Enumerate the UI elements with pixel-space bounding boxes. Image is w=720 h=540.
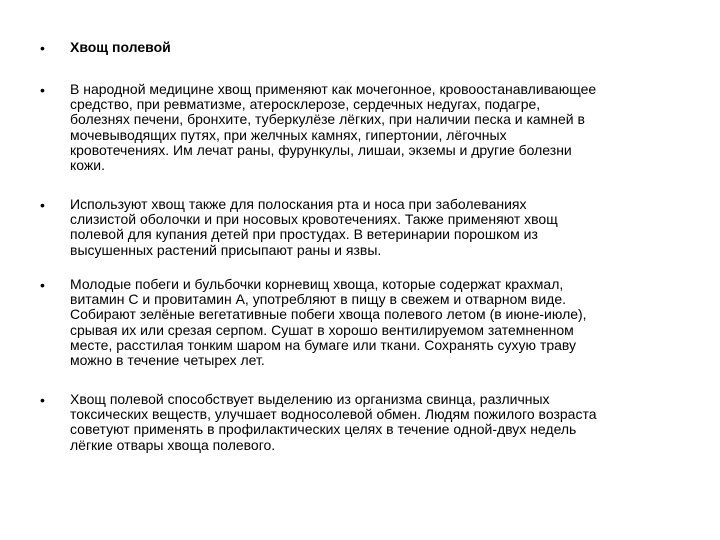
paragraph-rinsing: Используют хвощ также для полоскания рта и носа при заболеваниях слизистой оболочки и при носовых кровотечениях. Также применяют хвощ полевой для купания детей при простудах. В ветеринарии порошком из высушенных растений присыпают раны и язвы. bbox=[70, 196, 558, 258]
bullet-icon: • bbox=[40, 40, 45, 56]
paragraph-food: Молодые побеги и бульбочки корневищ хвоща, которые содержат крахмал, витамин С и провитамин А, употребляют в пищу в свежем и отварном виде. Собирают зелёные вегетативные побеги хвоща полевого летом (в июне-июле), срывая их или срезая серпом. Сушат в хорошо вентилируемом затемненном месте, расстилая тонким шаром на бумаге или ткани. Сохранять сухую траву можно в течение четырех лет. bbox=[70, 276, 587, 369]
bullet-icon: • bbox=[40, 82, 45, 98]
bullet-icon: • bbox=[40, 392, 45, 408]
paragraph-medicine: В народной медицине хвощ применяют как мочегонное, кровоостанавливающее средство, при ревматизме, атеросклерозе, сердечных недугах, подагре, болезнях печени, бронхите, туберкулёзе лёгких, при наличии песка и камней в мочевыводящих путях, при желчных камнях, гипертонии, лёгочных кровотечениях. Им лечат раны, фурункулы, лишаи, экземы и другие болезни кожи. bbox=[70, 81, 597, 174]
slide-title: Хвощ полевой bbox=[70, 39, 171, 55]
bullet-icon: • bbox=[40, 277, 45, 293]
paragraph-detox: Хвощ полевой способствует выделению из организма свинца, различных токсических веществ, улучшает водносолевой обмен. Людям пожилого возраста советуют применять в профилактических целях в течение одной-двух недель лёгкие отвары хвоща полевого. bbox=[70, 391, 597, 453]
bullet-icon: • bbox=[40, 197, 45, 213]
